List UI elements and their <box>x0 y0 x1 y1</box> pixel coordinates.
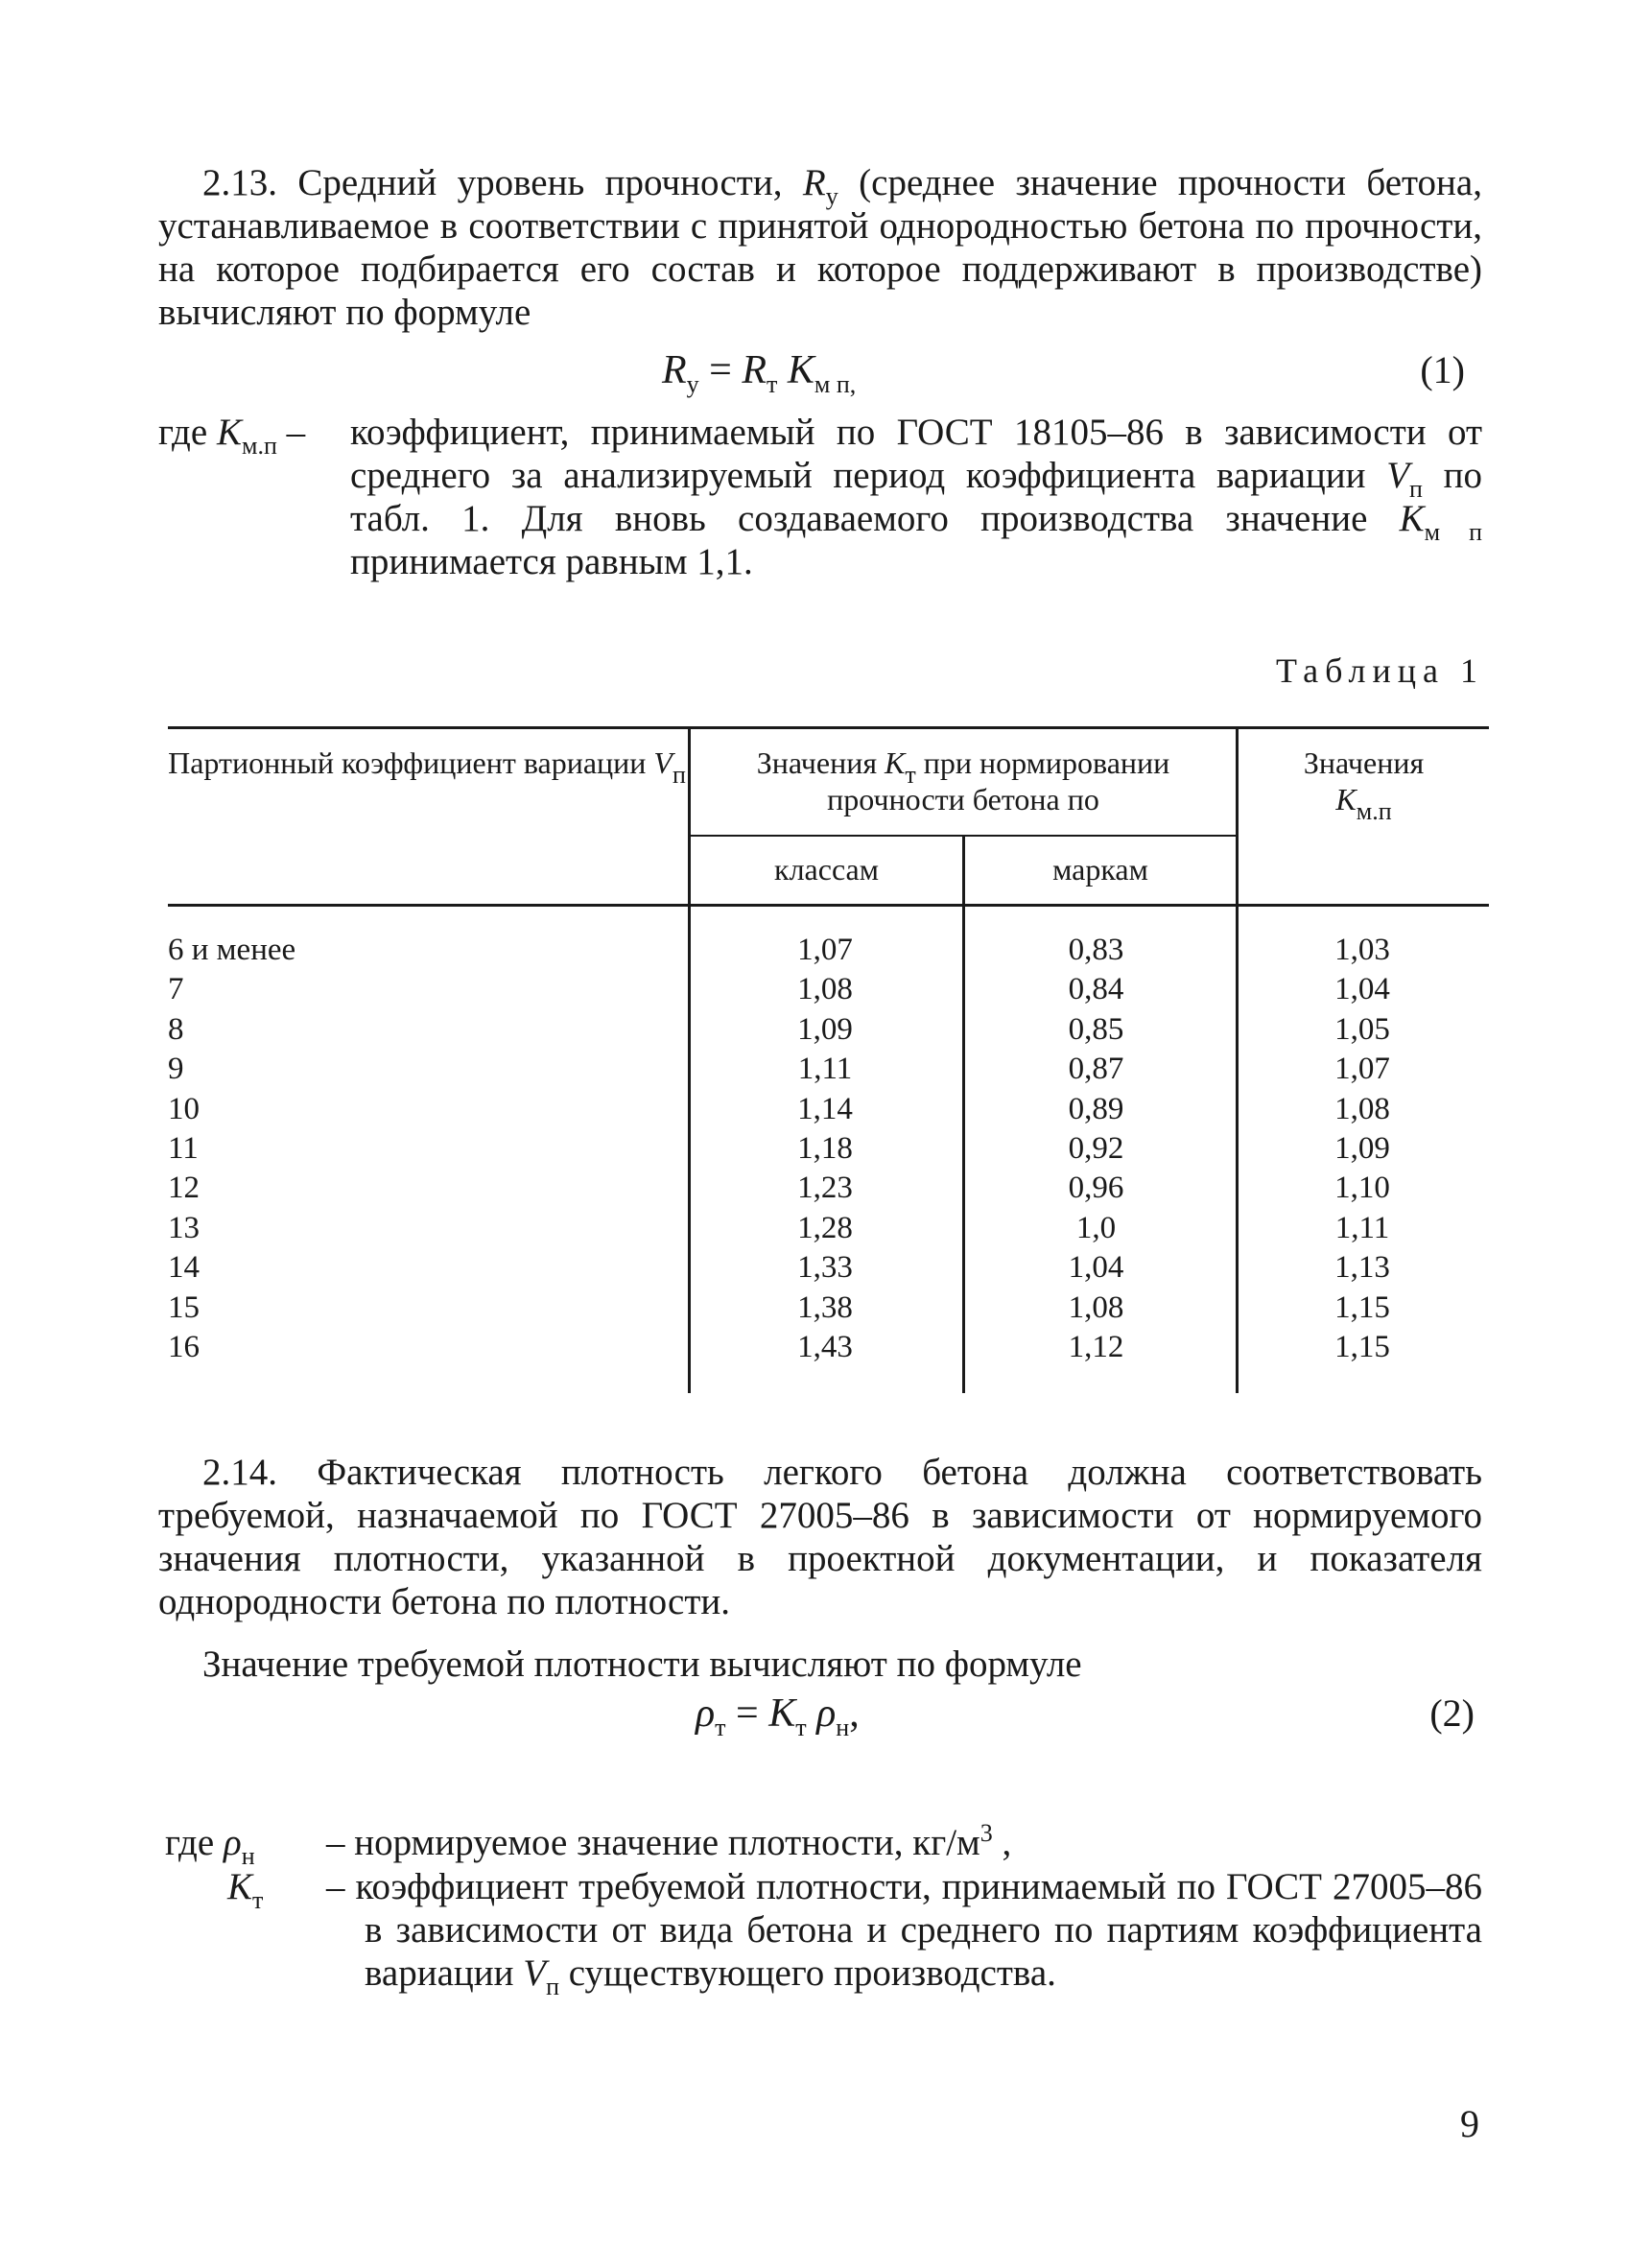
column-kmp <box>1238 931 1487 1367</box>
table-cell: 0,83 <box>1068 933 1124 967</box>
table-cell: 0,87 <box>1068 1052 1124 1087</box>
table-cell: 1,05 <box>1334 1011 1390 1047</box>
table-cell: 1,15 <box>1334 1289 1390 1325</box>
column-marks <box>964 931 1228 1367</box>
table-cell: 1,14 <box>797 1091 853 1126</box>
table-row: 10 <box>168 1091 200 1126</box>
table-cell: 1,09 <box>797 1011 853 1047</box>
column-variation-coefficient <box>168 931 456 1367</box>
header-kt-values: Значения $K_т$ при нормировании прочности бетона по <box>756 745 1170 816</box>
table-row: 12 <box>168 1171 200 1206</box>
where-lead-1: где $K_{м.п}$ – <box>158 412 306 460</box>
table-cell: 1,08 <box>797 972 853 1007</box>
formula-intro: Значение требуемой плотности вычисляют по формуле <box>202 1644 1082 1685</box>
header-partition-coefficient: Партионный коэффициент вариации $V_п$ <box>168 745 686 789</box>
table-cell: 1,11 <box>1334 1210 1390 1245</box>
where-k-definition: – коэффициент требуемой плотности, принимаемый по ГОСТ 27005–86 в зависимости от вида бетона и среднего по партиям коэффициента вариации $V_п$ существующего производства. <box>326 1866 1482 2000</box>
paragraph-2-13: 2.13. Средний уровень прочности, $R_у$ (среднее значение прочности бетона, устанавливаемое в соответствии с принятой однородностью бетона по прочности, на которое подбирается его состав и которое поддерживают в производстве) вычисляют по формуле <box>158 162 1482 333</box>
table-cell: 1,33 <box>797 1250 853 1286</box>
formula-1: $R_у = R_т$ $K_{м п,}$ <box>662 348 857 398</box>
table-cell: 1,10 <box>1334 1171 1390 1206</box>
table-cell: 0,85 <box>1068 1011 1124 1047</box>
table-cell: 1,08 <box>1068 1289 1124 1325</box>
table-cell: 0,89 <box>1068 1091 1124 1126</box>
header-kmp-values: Значения $K_{м.п}$ <box>1303 745 1425 825</box>
table-row: 11 <box>168 1131 199 1167</box>
table-caption: Таблица 1 <box>1276 651 1484 690</box>
table-cell: 1,15 <box>1334 1330 1390 1365</box>
table-row: 9 <box>168 1052 184 1087</box>
table-cell: 1,18 <box>797 1131 853 1167</box>
table-cell: 1,04 <box>1068 1250 1124 1286</box>
table-cell: 1,38 <box>797 1289 853 1325</box>
equation-number-1: (1) <box>1420 348 1465 391</box>
section-number: 2.14. <box>202 1452 277 1493</box>
where-k-symbol: $K_т$ <box>227 1866 264 1914</box>
table-cell: 1,0 <box>1075 1210 1117 1245</box>
table-cell: 1,23 <box>797 1171 853 1206</box>
where-definition-1: коэффициент, принимаемый по ГОСТ 18105–86 в зависимости от среднего за анализируемый период коэффициента вариации $V_п$ по табл. 1. Для вновь создаваемого производства значение $K_{м п}$ принимается равным 1,1. <box>350 412 1483 582</box>
table-row: 14 <box>168 1250 200 1286</box>
table-cell: 1,09 <box>1334 1131 1390 1167</box>
section-number: 2.13. <box>202 162 277 203</box>
table-row: 15 <box>168 1289 200 1325</box>
table-row: 7 <box>168 972 184 1007</box>
header-classes: классам <box>774 852 879 887</box>
table-cell: 1,12 <box>1068 1330 1124 1365</box>
table-cell: 0,92 <box>1068 1131 1124 1167</box>
where-rho-definition: – нормируемое значение плотности, $кг/м^3$ , <box>326 1819 1012 1863</box>
header-marks: маркам <box>1052 852 1148 887</box>
paragraph-2-14: 2.14. Фактическая плотность легкого бетона должна соответствовать требуемой, назначаемой по ГОСТ 27005–86 в зависимости от нормируемого значения плотности, указанной в проектной документации, и показателя однородности бетона по плотности. <box>158 1452 1482 1622</box>
table-top-rule <box>168 726 1489 729</box>
formula-2: $\rho_т = K_т$ $\rho_н$, <box>696 1691 860 1741</box>
table-header-bottom-rule <box>168 904 1489 907</box>
table-row: 6 и менее <box>168 933 296 967</box>
table-cell: 1,07 <box>797 933 853 967</box>
table-cell: 1,08 <box>1334 1091 1390 1126</box>
table-cell: 0,96 <box>1068 1171 1124 1206</box>
page-number: 9 <box>1460 2102 1479 2145</box>
where-lead-2: где $\rho_н$ <box>165 1822 255 1870</box>
table-cell: 1,04 <box>1334 972 1390 1007</box>
table-cell: 1,07 <box>1334 1052 1390 1087</box>
equation-number-2: (2) <box>1429 1691 1475 1735</box>
table-row: 16 <box>168 1330 200 1365</box>
table-cell: 1,43 <box>797 1330 853 1365</box>
table-cell: 0,84 <box>1068 972 1124 1007</box>
table-cell: 1,28 <box>797 1210 853 1245</box>
table-cell: 1,13 <box>1334 1250 1390 1286</box>
column-classes <box>691 931 959 1367</box>
table-row: 13 <box>168 1210 200 1245</box>
table-row: 8 <box>168 1011 184 1047</box>
table-cell: 1,11 <box>797 1052 853 1087</box>
table-cell: 1,03 <box>1334 933 1390 967</box>
